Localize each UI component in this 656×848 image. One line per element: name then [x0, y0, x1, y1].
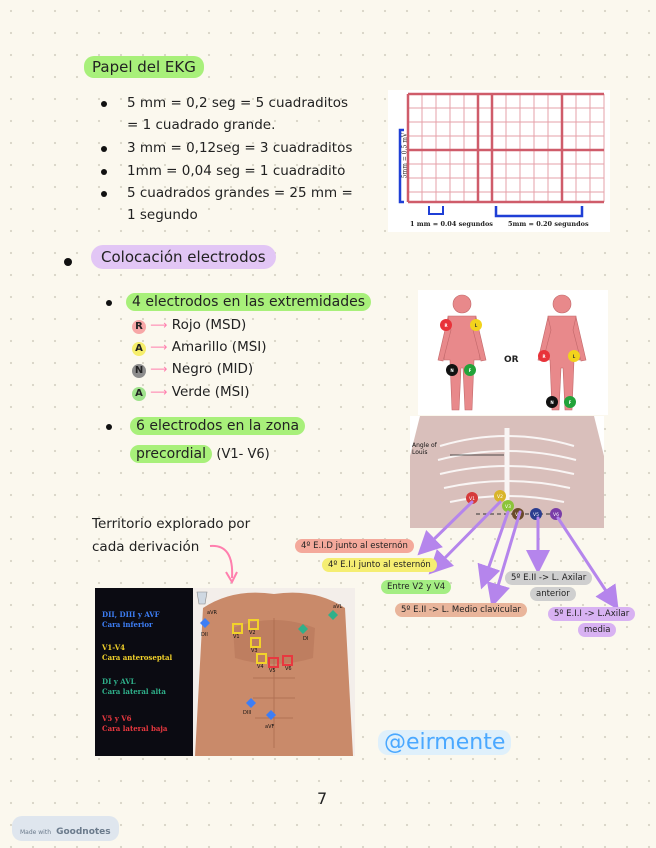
torso-svg: [193, 588, 355, 756]
lead-label: V5: [269, 668, 276, 674]
arrow-right-icon: ⟶: [150, 340, 168, 354]
dot-label: F: [568, 400, 572, 405]
lead-label: aVL: [333, 604, 343, 610]
territory-legend: DII, DIII y AVF Cara inferior V1-V4 Cara anteroseptal DI y AVL Cara lateral alta V5 y V6 Cara lateral baja: [95, 588, 193, 756]
bullet-text: 5 cuadrados grandes = 25 mm =: [127, 185, 353, 201]
v-label: V1: [469, 497, 475, 502]
arrow-right-icon: ⟶: [150, 362, 168, 376]
author-handle: @eirmente: [378, 730, 511, 755]
curved-pink-arrow: [208, 540, 240, 586]
tag-v1: 4º E.I.D junto al esternón: [295, 539, 414, 553]
ekg-vertical-label: 5mm = 0.5 mV: [401, 132, 409, 179]
tag-v2: 4º E.I.I junto al esternón: [322, 558, 437, 572]
arrow-right-icon: ⟶: [150, 385, 168, 399]
dot-label: R: [444, 323, 448, 328]
electrode-dot-green: A: [132, 387, 146, 401]
lead-label: V3: [251, 648, 258, 654]
limb-electrode-row: N ⟶ Negro (MID): [132, 358, 253, 380]
bullet-text: 1mm = 0,04 seg = 1 cuadradito: [127, 163, 346, 179]
ekg-small-label: 1 mm = 0.04 segundos: [410, 220, 493, 228]
lead-label: DIII: [243, 710, 252, 716]
precordial-line2: precordial (V1- V6): [130, 443, 270, 466]
bullet-text: 5 mm = 0,2 seg = 5 cuadraditos: [127, 95, 349, 111]
v-label: V2: [497, 495, 503, 500]
lead-label: V2: [249, 630, 256, 636]
section-title-papel: Papel del EKG: [84, 58, 204, 76]
tag-v3: Entre V2 y V4: [381, 580, 451, 594]
v-label: V6: [553, 513, 559, 518]
electrode-dot-yellow: A: [132, 342, 146, 356]
limb-electrode-row: R ⟶ Rojo (MSD): [132, 314, 246, 336]
precordial-line1: 6 electrodos en la zona: [130, 415, 305, 437]
lead-label: DI: [303, 636, 309, 642]
section-title-electrodos: Colocación electrodos: [91, 248, 276, 266]
lead-label: aVF: [265, 724, 275, 730]
territory-line2: cada derivación: [92, 539, 200, 555]
territory-figure: [95, 588, 355, 756]
lead-label: V6: [285, 666, 292, 672]
v-label: V3: [505, 505, 511, 510]
or-label: OR: [504, 355, 519, 365]
dot-label: R: [542, 354, 546, 359]
angle-of-louis-label: Angle of Louis: [412, 442, 437, 456]
bullet-text: 1 segundo: [127, 207, 198, 223]
electrode-dot-red: R: [132, 320, 146, 334]
arrow-right-icon: ⟶: [150, 318, 168, 332]
dot-label: L: [474, 323, 478, 328]
limb-electrode-row: A ⟶ Verde (MSI): [132, 381, 250, 403]
v-label: V5: [533, 513, 539, 518]
lead-label: aVR: [207, 610, 217, 616]
lead-label: DII: [201, 632, 208, 638]
territory-line1: Territorio explorado por: [92, 516, 251, 532]
goodnotes-watermark: Made with Goodnotes: [12, 816, 119, 841]
dot-label: N: [450, 368, 454, 373]
v-label: V4: [515, 513, 521, 518]
limbs-title: 4 electrodos en las extremidades: [126, 291, 371, 313]
bullet-text: 3 mm = 0,12seg = 3 cuadraditos: [127, 140, 353, 156]
tag-v4: 5º E.II -> L. Medio clavicular: [395, 603, 527, 617]
limb-electrode-row: A ⟶ Amarillo (MSI): [132, 336, 267, 358]
dot-label: N: [550, 400, 554, 405]
tag-v6: 5º E.I.I -> L.Axilar: [548, 607, 635, 621]
tag-v5: 5º E.II -> L. Axilar: [505, 571, 592, 585]
ekg-big-label: 5mm = 0.20 segundos: [508, 220, 589, 228]
dot-label: F: [468, 368, 472, 373]
tag-v6-cont: media: [578, 623, 616, 637]
electrode-dot-black: N: [132, 364, 146, 378]
dot-label: L: [572, 354, 576, 359]
tag-v5-cont: anterior: [530, 587, 576, 601]
lead-label: V1: [233, 634, 240, 640]
bullet-text: = 1 cuadrado grande.: [127, 117, 276, 133]
lead-label: V4: [257, 664, 264, 670]
page-number: 7: [317, 789, 328, 808]
